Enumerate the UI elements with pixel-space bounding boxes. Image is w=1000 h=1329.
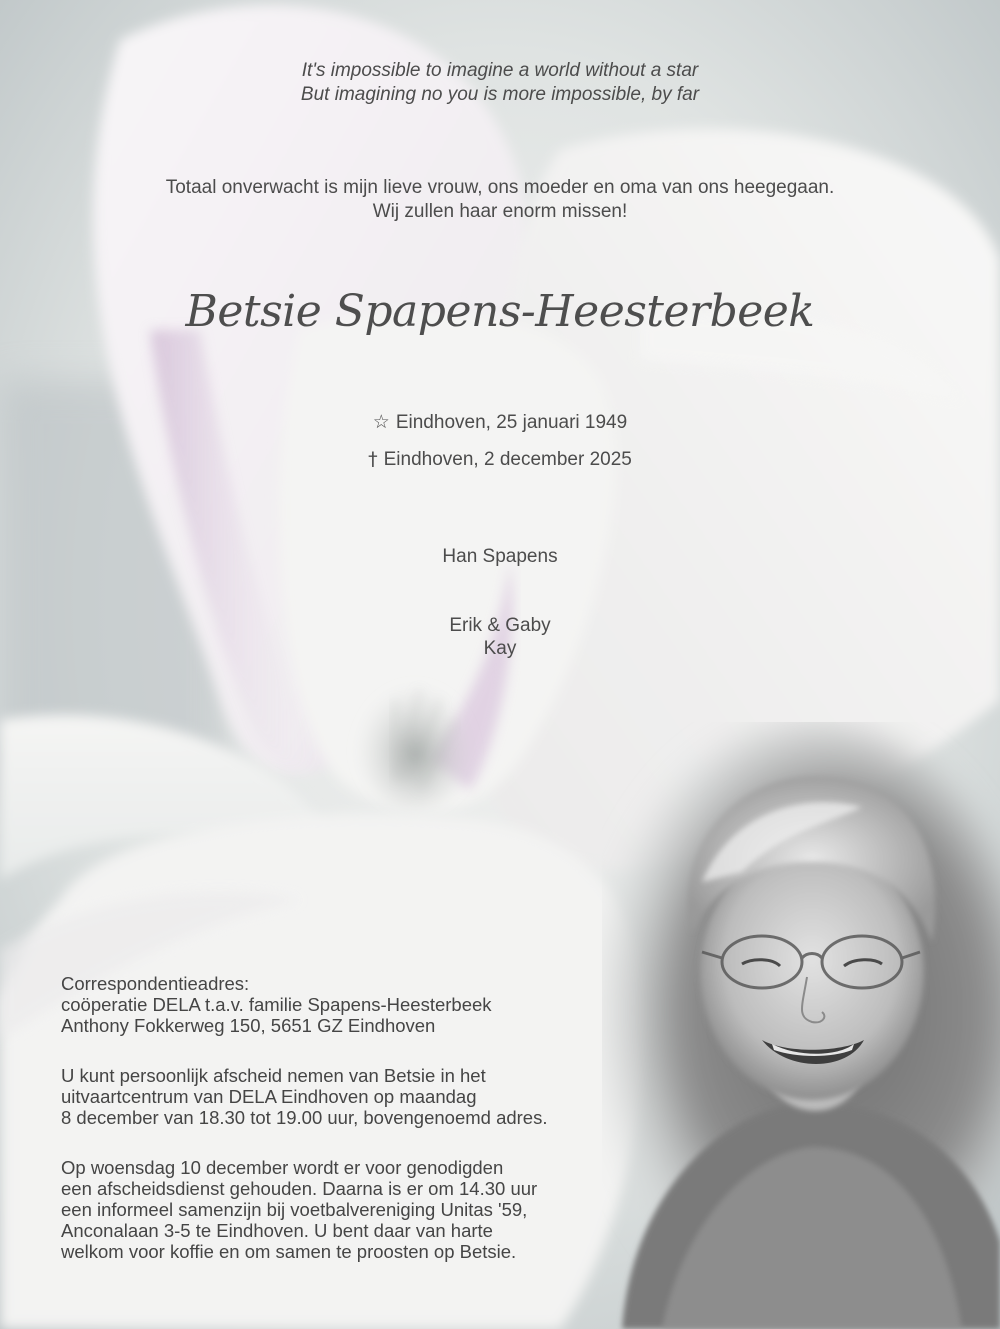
portrait-photo (602, 722, 1000, 1329)
service-information (61, 1157, 661, 1262)
service-line-4: Anconalaan 3-5 te Eindhoven. U bent daar van harte (61, 1220, 493, 1241)
deceased-name: Betsie Spapens-Heesterbeek (185, 286, 815, 337)
announcement-line-2: Wij zullen haar enorm missen! (372, 201, 628, 222)
farewell-line-1: U kunt persoonlijk afscheid nemen van Betsie in het (61, 1065, 486, 1086)
service-line-1: Op woensdag 10 december wordt er voor genodigden (61, 1157, 504, 1178)
star-icon: ☆ (372, 411, 390, 433)
birth-text: Eindhoven, 25 januari 1949 (395, 412, 628, 433)
farewell-line-2: uitvaartcentrum van DELA Eindhoven op maandag (61, 1086, 477, 1107)
birth-line (0, 410, 1000, 435)
farewell-information (61, 1065, 661, 1128)
quote-line-1: It's impossible to imagine a world without a star (301, 60, 699, 81)
death-line (0, 447, 1000, 472)
grandchild-line: Kay (483, 638, 517, 659)
children-line: Erik & Gaby (449, 615, 551, 636)
children-names (0, 614, 1000, 660)
opening-quote (0, 59, 1000, 107)
correspondence-label: Correspondentieadres: (61, 973, 250, 994)
announcement-text (0, 176, 1000, 224)
correspondence-line-2: Anthony Fokkerweg 150, 5651 GZ Eindhoven (61, 1015, 436, 1036)
spouse-name: Han Spapens (442, 546, 558, 567)
cross-icon: † (368, 448, 378, 470)
death-text: Eindhoven, 2 december 2025 (383, 449, 632, 470)
correspondence-address (61, 973, 661, 1036)
quote-line-2: But imagining no you is more impossible, by far (300, 84, 700, 105)
service-line-3: een informeel samenzijn bij voetbalvereniging Unitas '59, (61, 1199, 528, 1220)
farewell-line-3: 8 december van 18.30 tot 19.00 uur, bovengenoemd adres. (61, 1107, 548, 1128)
service-line-2: een afscheidsdienst gehouden. Daarna is er om 14.30 uur (61, 1178, 538, 1199)
service-line-5: welkom voor koffie en om samen te proosten op Betsie. (61, 1241, 517, 1262)
life-dates (0, 410, 1000, 484)
announcement-line-1: Totaal onverwacht is mijn lieve vrouw, ons moeder en oma van ons heegegaan. (165, 177, 835, 198)
correspondence-line-1: coöperatie DELA t.a.v. familie Spapens-Heesterbeek (61, 994, 492, 1015)
